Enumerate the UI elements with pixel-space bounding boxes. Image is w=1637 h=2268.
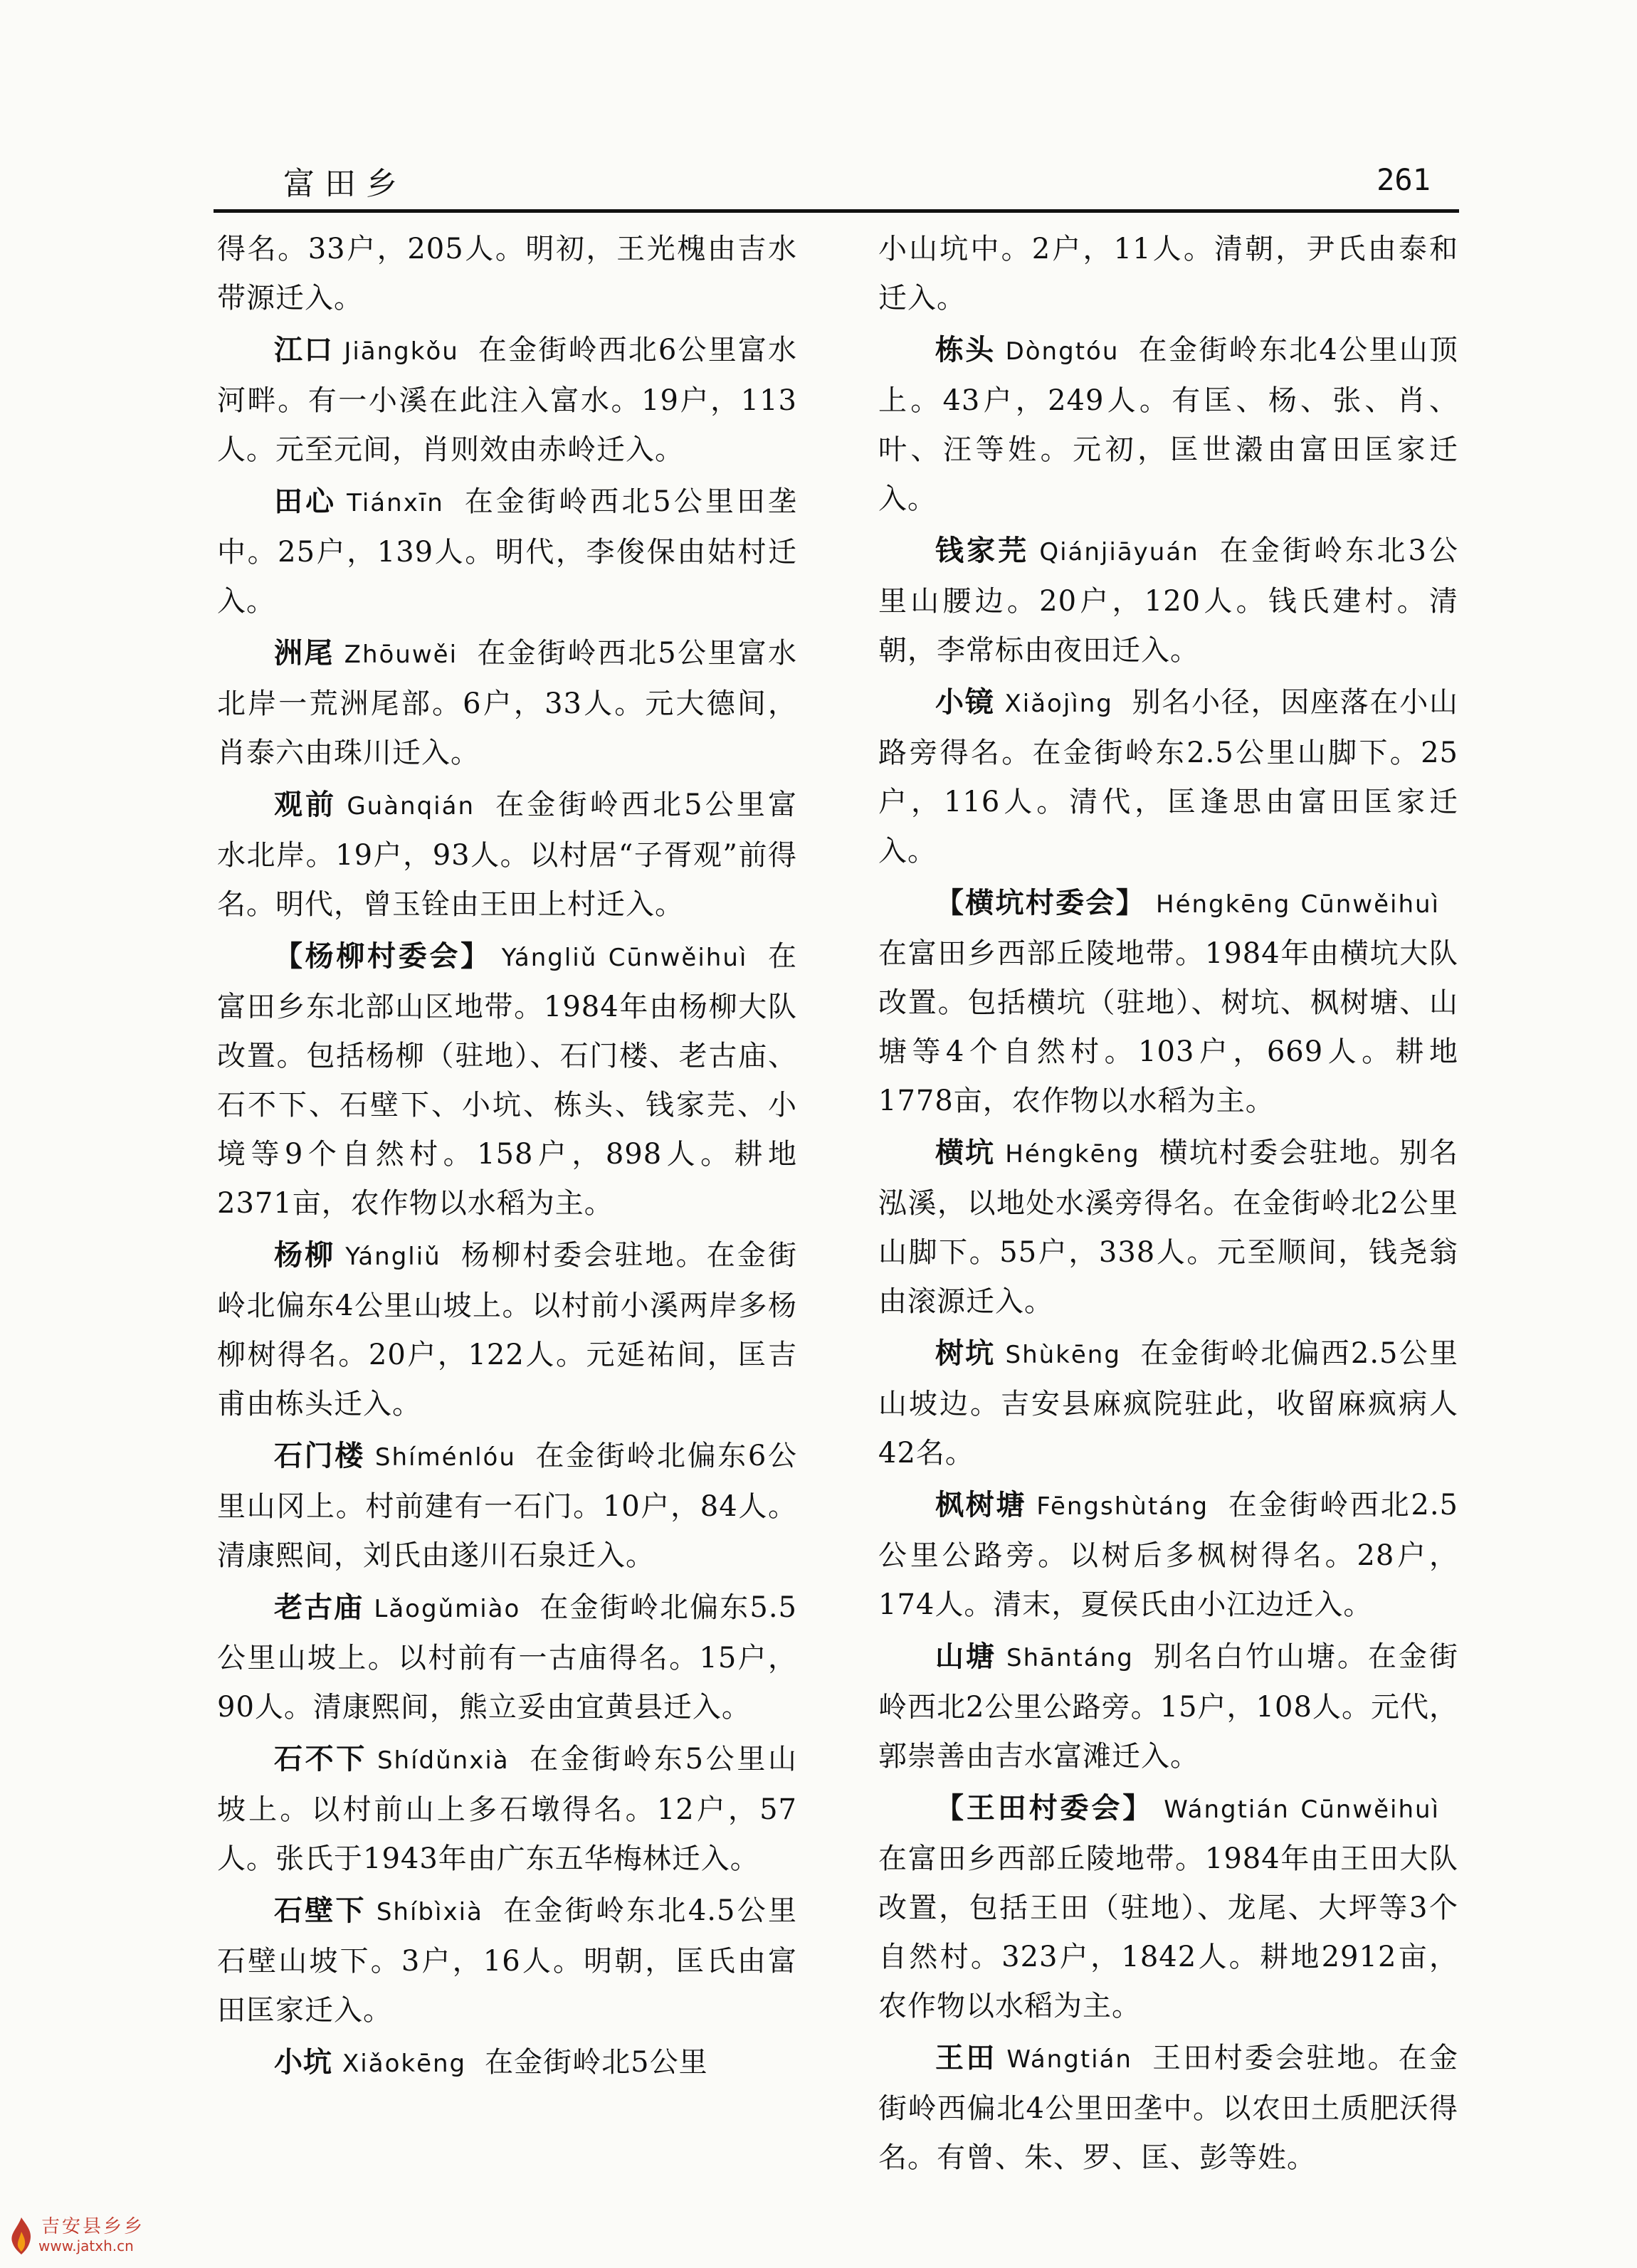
entry-paragraph bbox=[878, 677, 1458, 876]
entry-title: 小镜 bbox=[935, 685, 995, 719]
entry-title: 山塘 bbox=[935, 1640, 997, 1673]
entry-title: 洲尾 bbox=[274, 636, 335, 670]
continued-paragraph bbox=[217, 225, 797, 323]
entry-pinyin: Shíbìxià bbox=[376, 1898, 483, 1926]
entry-title: 王田 bbox=[935, 2041, 997, 2074]
right-column bbox=[878, 225, 1458, 2183]
watermark-title: 吉安县乡乡 bbox=[41, 2216, 145, 2237]
entry-pinyin: Jiāngkǒu bbox=[344, 337, 459, 366]
entry-pinyin: Lǎogǔmiào bbox=[374, 1595, 521, 1623]
entry-text: 在金街岭西北5公里富水北岸。19户，93人。以村居“子胥观”前得名。明代，曾玉铨由王田上村迁入。 bbox=[217, 788, 798, 921]
entry-paragraph bbox=[217, 1734, 797, 1884]
entry-paragraph bbox=[878, 878, 1458, 1126]
entry-text: 在金街岭西北5公里田垄中。25户，139人。明代，李俊保由姑村迁入。 bbox=[217, 485, 798, 618]
entry-pinyin: Shídǔnxià bbox=[377, 1746, 510, 1775]
entry-paragraph bbox=[878, 526, 1458, 675]
entry-title: 栋头 bbox=[935, 333, 996, 366]
entry-paragraph bbox=[217, 932, 797, 1228]
entry-text: 在金街岭北偏东5.5公里山坡上。以村前有一古庙得名。15户，90人。清康熙间，熊立妥由宜黄县迁入。 bbox=[217, 1591, 797, 1724]
entry-text: 在金街岭西北5公里富水北岸一荒洲尾部。6户，33人。元大德间，肖泰六由珠川迁入。 bbox=[217, 637, 798, 769]
entry-text: 在富田乡东北部山区地带。1984年由杨柳大队改置。包括杨柳（驻地）、石门楼、老古庙、石不下、石壁下、小坑、栋头、钱家芫、小境等9个自然村。158户，898人。耕地2371亩，农作物以水稻为主。 bbox=[217, 940, 798, 1220]
entry-text: 杨柳村委会驻地。在金街岭北偏东4公里山坡上。以村前小溪两岸多杨柳树得名。20户，122人。元延祐间，匡吉甫由栋头迁入。 bbox=[217, 1239, 798, 1420]
entry-title: 石不下 bbox=[274, 1742, 367, 1776]
entry-text: 在金街岭东北4公里山顶上。43户，249人。有匡、杨、张、肖、叶、汪等姓。元初，匡世濲由富田匡家迁入。 bbox=[878, 334, 1458, 515]
entry-text: 在金街岭北偏西2.5公里山坡边。吉安县麻疯院驻此，收留麻疯病人42名。 bbox=[878, 1337, 1458, 1470]
entry-paragraph bbox=[217, 2037, 797, 2089]
entry-text: 在富田乡西部丘陵地带。1984年由横坑大队改置。包括横坑（驻地）、树坑、枫树塘、山塘等4个自然村。103户，669人。耕地1778亩，农作物以水稻为主。 bbox=[878, 937, 1458, 1117]
entry-pinyin: Yángliǔ bbox=[345, 1243, 441, 1271]
entry-text: 王田村委会驻地。在金街岭西偏北4公里田垄中。以农田土质肥沃得名。有曾、朱、罗、匡、彭等姓。 bbox=[878, 2042, 1459, 2174]
entry-pinyin: Dòngtóu bbox=[1005, 337, 1120, 366]
entry-text: 在金街岭东5公里山坡上。以村前山上多石墩得名。12户，57人。张氏于1943年由广东五华梅林迁入。 bbox=[217, 1743, 797, 1875]
entry-pinyin: Shùkēng bbox=[1005, 1341, 1121, 1369]
entry-pinyin: Zhōuwěi bbox=[344, 640, 458, 669]
entry-title: 钱家芫 bbox=[935, 534, 1030, 567]
entry-title: 江口 bbox=[274, 333, 335, 366]
entry-text: 横坑村委会驻地。别名泓溪，以地处水溪旁得名。在金街岭北2公里山脚下。55户，338人。元至顺间，钱尧翁由滚源迁入。 bbox=[878, 1136, 1459, 1318]
entry-text: 在富田乡西部丘陵地带。1984年由王田大队改置，包括王田（驻地）、龙尾、大坪等3个自然村。323户，1842人。耕地2912亩，农作物以水稻为主。 bbox=[878, 1842, 1458, 2022]
entry-title: 枫树塘 bbox=[935, 1488, 1027, 1521]
entry-pinyin: Xiǎokēng bbox=[342, 2050, 467, 2078]
page-header bbox=[214, 158, 1459, 208]
entry-pinyin: Shíménlóu bbox=[374, 1443, 516, 1472]
continued-paragraph bbox=[878, 225, 1458, 323]
entry-pinyin: Guànqián bbox=[347, 792, 475, 821]
entry-pinyin: Wángtián bbox=[1006, 2045, 1132, 2074]
entry-text: 在金街岭北5公里 bbox=[485, 2046, 708, 2079]
entry-title: 【王田村委会】 bbox=[935, 1791, 1154, 1825]
entry-paragraph bbox=[217, 1431, 797, 1581]
entry-text: 得名。33户，205人。明初，王光槐由吉水带源迁入。 bbox=[217, 233, 797, 315]
entry-paragraph bbox=[217, 325, 797, 475]
entry-pinyin: Héngkēng Cūnwěihuì bbox=[1156, 890, 1440, 919]
entry-text: 小山坑中。2户，11人。清朝，尹氏由泰和迁入。 bbox=[878, 233, 1458, 315]
entry-paragraph bbox=[217, 628, 797, 778]
entry-pinyin: Shāntáng bbox=[1006, 1644, 1134, 1672]
entry-text: 在金街岭西北6公里富水河畔。有一小溪在此注入富水。19户，113人。元至元间，肖则效由赤岭迁入。 bbox=[217, 334, 798, 466]
entry-paragraph bbox=[217, 477, 797, 626]
entry-paragraph bbox=[217, 1230, 797, 1429]
entry-paragraph bbox=[878, 2033, 1458, 2183]
entry-paragraph bbox=[217, 1886, 797, 2035]
header-rule bbox=[214, 209, 1459, 213]
entry-title: 老古庙 bbox=[274, 1591, 364, 1624]
entry-paragraph bbox=[878, 1783, 1458, 2031]
entry-pinyin: Héngkēng bbox=[1005, 1140, 1140, 1169]
page-number: 261 bbox=[1377, 162, 1431, 197]
entry-title: 石门楼 bbox=[274, 1439, 365, 1472]
watermark-url: www.jatxh.cn bbox=[38, 2237, 134, 2254]
left-column bbox=[217, 225, 797, 2089]
entry-text: 在金街岭西北2.5公里公路旁。以树后多枫树得名。28户，174人。清末，夏侯氏由小江边迁入。 bbox=[878, 1489, 1458, 1621]
entry-pinyin: Qiánjiāyuán bbox=[1039, 538, 1199, 566]
entry-title: 杨柳 bbox=[274, 1238, 336, 1272]
entry-paragraph bbox=[878, 1329, 1458, 1478]
entry-title: 小坑 bbox=[274, 2045, 332, 2079]
entry-title: 横坑 bbox=[935, 1136, 996, 1169]
entry-pinyin: Tiánxīn bbox=[347, 489, 444, 517]
entry-pinyin: Fēngshùtáng bbox=[1036, 1492, 1209, 1521]
entry-text: 在金街岭东北4.5公里石壁山坡下。3户，16人。明朝，匡氏由富田匡家迁入。 bbox=[217, 1894, 797, 2027]
entry-text: 别名白竹山塘。在金街岭西北2公里公路旁。15户，108人。元代，郭崇善由吉水富滩迁入。 bbox=[878, 1640, 1458, 1773]
entry-title: 观前 bbox=[274, 788, 337, 821]
entry-text: 别名小径，因座落在小山路旁得名。在金街岭东2.5公里山脚下。25户，116人。清代，匡逢思由富田匡家迁入。 bbox=[878, 686, 1459, 867]
entry-paragraph bbox=[878, 325, 1458, 524]
entry-title: 树坑 bbox=[935, 1336, 996, 1370]
entry-pinyin: Wángtián Cūnwěihuì bbox=[1164, 1795, 1441, 1824]
flame-logo-icon bbox=[6, 2216, 37, 2256]
site-watermark bbox=[6, 2212, 191, 2263]
entry-title: 田心 bbox=[274, 485, 337, 518]
entry-title: 【杨柳村委会】 bbox=[274, 939, 492, 973]
entry-text: 在金街岭东北3公里山腰边。20户，120人。钱氏建村。清朝，李常标由夜田迁入。 bbox=[878, 534, 1459, 667]
entry-title: 【横坑村委会】 bbox=[935, 886, 1146, 919]
entry-paragraph bbox=[878, 1128, 1458, 1326]
entry-paragraph bbox=[878, 1632, 1458, 1781]
entry-paragraph bbox=[217, 1583, 797, 1732]
entry-pinyin: Yángliǔ Cūnwěihuì bbox=[501, 944, 748, 972]
entry-text: 在金街岭北偏东6公里山冈上。村前建有一石门。10户，84人。清康熙间，刘氏由遂川石泉迁入。 bbox=[217, 1440, 798, 1572]
entry-title: 石壁下 bbox=[274, 1894, 367, 1927]
section-title: 富田乡 bbox=[283, 166, 407, 202]
entry-paragraph bbox=[217, 780, 797, 929]
entry-paragraph bbox=[878, 1480, 1458, 1630]
entry-pinyin: Xiǎojìng bbox=[1004, 690, 1113, 718]
